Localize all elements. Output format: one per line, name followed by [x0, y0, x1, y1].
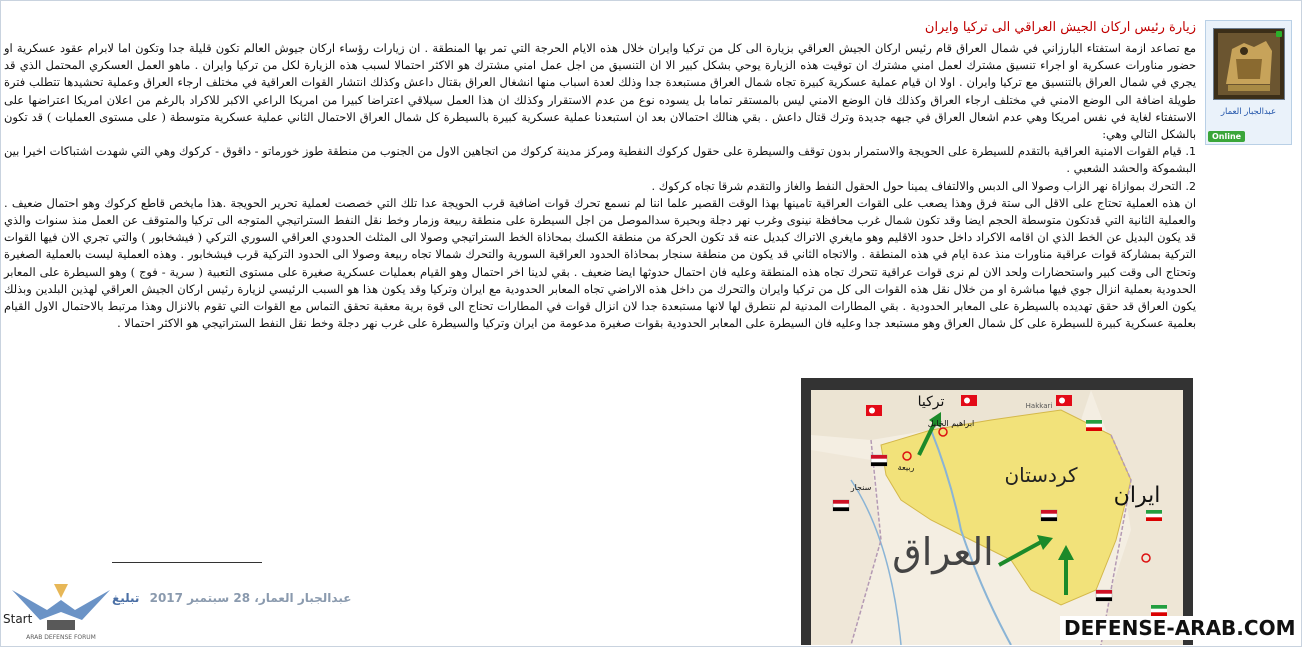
post-title: زيارة رئيس اركان الجيش العراقي الى تركيا وايران: [924, 20, 1196, 35]
label-hakkari: Hakkari: [1025, 402, 1053, 410]
lamassu-icon: [1214, 29, 1284, 99]
iraq-flag-icon: [1096, 590, 1112, 601]
turkey-flag-icon: [1056, 395, 1072, 406]
iraq-flag-icon: [833, 500, 849, 511]
turkey-flag-icon: [961, 395, 977, 406]
list-item: [4, 178, 1196, 195]
post-meta: [112, 591, 351, 605]
label-kurdistan: كردستان: [1004, 463, 1078, 487]
online-badge: Online: [1208, 131, 1245, 142]
iran-flag-icon: [1151, 605, 1167, 616]
watermark: DEFENSE-ARAB.COM: [1060, 616, 1299, 640]
post-paragraph: مع تصاعد ازمة استفتاء البارزاني في شمال العراق قام رئيس اركان الجيش العراقي بزيارة الى كل من تركيا وايران خلال هذه الايام الحرجة التي تمر بها المنطقة . ان زيارات رؤساء اركان جيوش العالم تكون قليلة جدا وتكون اما لابرام عقود عسكرية او حضور مناورات عسكرية او اجراء تنسيق مشترك لعمل امني مشترك ان توقيت هذه الزيارة يوحي بشكل كبير الا ان التنسيق من اجل عمل امني مشترك هو الاكثر احتمالا لسبب هذه الزيارة لكل من تركيا وايران . ماهو العمل العسكري المحتمل الذي قد يجري في شمال العراق بالتنسيق مع تركيا وايران . اولا ان قيام عملية عسكرية كبيرة تجاه شمال العراق مستبعدة جدا وذلك لعدة اسباب منها انشغال العراق بقتال داعش وكذلك انتشار القوات العراقية في مختلف ارجاء العراق وعملية تحشيدها تتطلب فترة طويلة اضافة الى الوضع الامني في مختلف ارجاء العراق وكذلك فان الوضع الامني ليس بالمستقر تماما بل يسوده نوع من عدم الاستقرار وكذلك ان هذا العمل سيلاقي اعتراضا كبيرا من امريكا الراعي الاكبر للاكراد بالرغم من اعلان امريكا اعتراضها على الاستفتاء لغاية في نفس امريكا وهي عدم اشعال العراق في جبهه جديدة وترك قتال داعش . بقي هنالك احتمالان بعد ان استبعدنا عملية عسكرية كبيرة بالسيطرة كل شمال العراق الاحتمال الثاني عملية عسكرية متوسطة ( على مستوى العمليات ) قد تكون بالشكل التالي وهي:: [4, 41, 1196, 142]
post-body: [4, 40, 1196, 332]
turkey-flag-icon: [866, 405, 882, 416]
iran-flag-icon: [1146, 510, 1162, 521]
start-button[interactable]: Start: [3, 612, 33, 626]
avatar[interactable]: [1213, 28, 1285, 100]
label-ibrahim-khalil: ابراهيم الخليل: [927, 419, 975, 428]
list-item: [4, 143, 1196, 177]
iraq-flag-icon: [871, 455, 887, 466]
signature-separator: [112, 562, 262, 563]
list-item-text: . قيام القوات الامنية العراقية بالتقدم للسيطرة على الحويجة والاستمرار بدون توقف والسيطرة على حقول كركوك النفطية ومركز مدينة كركوك من اتجاهين الاول من الجنوب من منطقة طوز خورماتو - داقوق - كركوك وهي التي شهدت اشتباكات اخيرا بين البشموكة والحشد الشعبي .: [4, 144, 1196, 176]
label-iran: ايران: [1113, 483, 1161, 508]
list-number: 1: [1189, 145, 1196, 159]
iraq-flag-icon: [1041, 510, 1057, 521]
list-item-text: . التحرك بموازاة نهر الزاب وصولا الى الدبس والالتفاف يمينا حول الحقول النفط والغاز والتقدم شرقا تجاه كركوك .: [651, 178, 1189, 193]
iran-flag-icon: [1086, 420, 1102, 431]
username-link[interactable]: عبدالجبار العمار: [1220, 107, 1277, 117]
label-iraq: العراق: [892, 530, 994, 574]
list-number: 2: [1189, 179, 1196, 193]
iraq-map: [811, 390, 1183, 645]
user-panel: [1205, 20, 1292, 145]
label-sinjar: سنجار: [850, 483, 872, 492]
author-date: عبدالجبار العمار، 28 سبتمبر 2017: [149, 591, 352, 605]
forum-logo-text: ARAB DEFENSE FORUM: [26, 634, 96, 641]
report-link[interactable]: تبليغ: [112, 591, 140, 605]
map-image: [801, 378, 1193, 645]
status-dot: [1276, 31, 1282, 37]
label-rabia: ربيعة: [897, 463, 915, 472]
label-turkey: تركيا: [917, 394, 945, 410]
post-paragraph: ان هذه العملية تحتاج على الاقل الى ستة فرق وهذا يصعب على القوات العراقية تامينها بهذا الوقت القصير علما اننا لم نسمع تحرك قوات اضافية قرب الحويجة عدا تلك التي خصصت لعملية تحرير الحويجة .هذا مايخص قاطع كركوك وهو احتمال ضعيف . والعملية الثانية التي قدتكون متوسطة الحجم ايضا وقد تكون شمال غرب محافظة نينوى وغرب نهر دجلة وبحيرة سدالموصل من اجل السيطرة على منطقة ربيعة وزمار وخط نقل النفط الستراتيجي المتوجه الى تركيا والمتوقف عن العمل منذ سنوات والذي قد يكون البديل عن الخط الذي ان اقامه الاكراد داخل حدود الاقليم وهو مايغري الاتراك كبديل عنه قد تكون الحركة من منطقة الكسك بمحاذاة الخط الستراتيجي وصولا الى المثلث الحدودي العراقي السوري التركي ( فيشخابور ) والتي تجري الان فيها القوات التركية بمشاركة قوات عراقية مناورات منذ عدة ايام في هذه المنطقة . والاتجاه الثاني قد يكون من منطقة سنجار بمحاذاة الحدود العراقية السورية والتحرك شمالا تجاه ربيعة وصولا الى الحدود التركية قرب فيشخابور . وهذه العملية ليست بالعملية الصغيرة وتحتاج الى وقت كبير واستحضارات ولحد الان لم نرى قوات عراقية تتحرك تجاه هذه المنطقة وعليه فان احتمال حدوثها ايضا ضعيف . بقي لدينا اخر احتمال وهو القيام بعمليات عسكرية صغيرة على مستوى التعبية ( سرية - فوج ) وهو السيطرة على المعابر الحدودية بعملية انزال جوي فيها مباشرة او من خلال نقل هذه القوات الى كل من تركيا وايران والتحرك من داخل هذه الاراضي تجاه المعابر الحدودية مع ايران وتركيا وقد يكون هذا هو السبب الرئيسي لزيارة رئيس اركان الجيش العراقي لهذين البلدين وبذلك يكون العراق قد حقق تهديده بالسيطرة على المعابر الحدودية . بقي المطارات المدنية لم نتطرق لها لانها مستبعدة جدا لان انزال قوات في المطارات تحتاج الى قوة برية معقبة تحقق التماس مع القوات التي تقوم بالانزال وهذا مرتبط بالاحتمال الاول القيام بعلمية عسكرية كبيرة للسيطرة على كل شمال العراق وهو مستبعد جدا وعليه فان السيطرة على المعابر الحدودية بقوات صغيرة مدعومة من ايران وتركيا والسيطرة على غرب نهر دجلة وخط نقل النفط الستراتيجي هو الاكثر احتمالا .: [4, 195, 1196, 331]
